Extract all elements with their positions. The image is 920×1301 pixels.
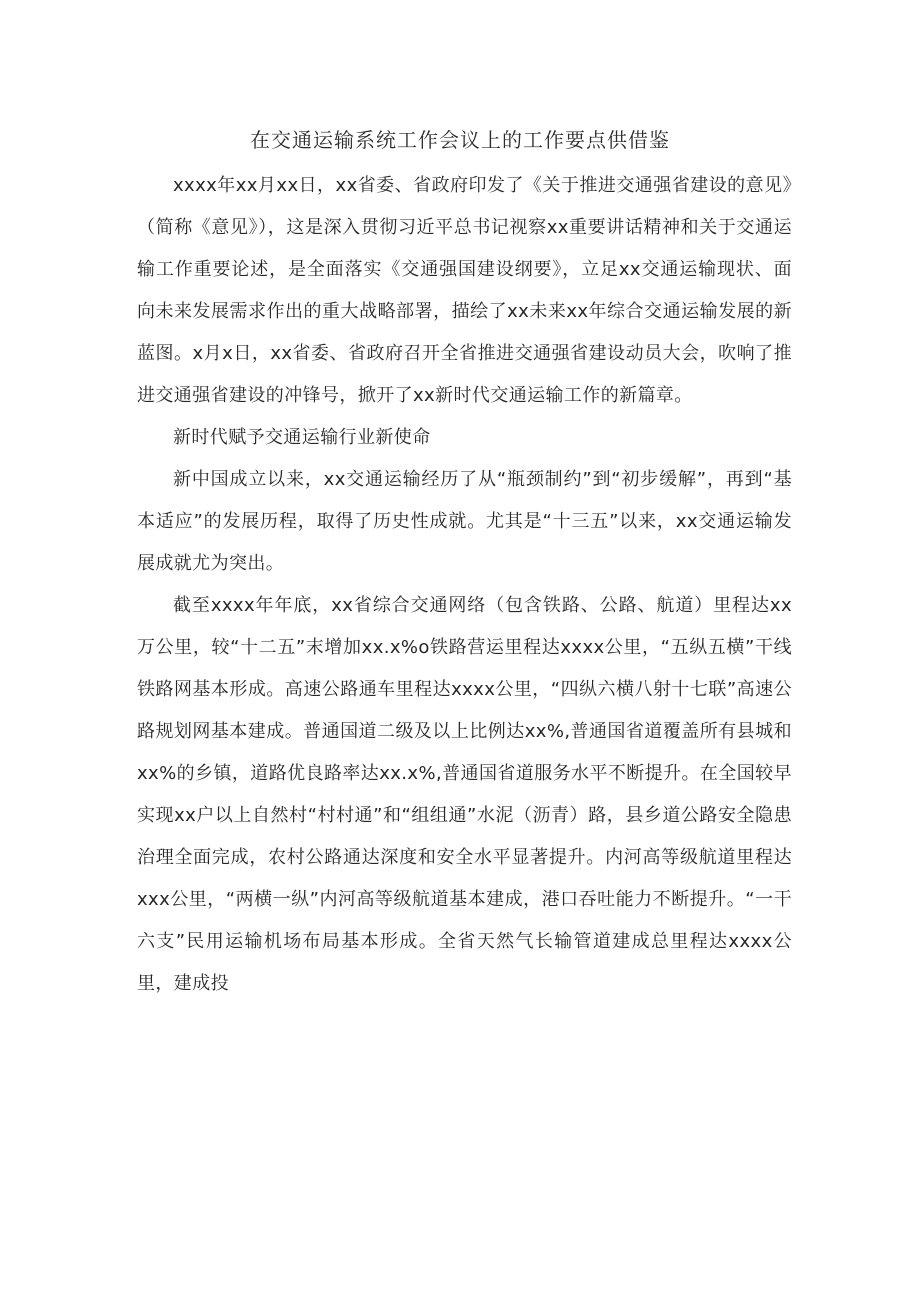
paragraph-intro: xxxx年xx月xx日，xx省委、省政府印发了《关于推进交通强省建设的意见》（简称《意见》），这是深入贯彻习近平总书记视察xx重要讲话精神和关于交通运输工作重要论述，是全面落实《交通强国建设纲要》，立足xx交通运输现状、面向未来发展需求作出的重大战略部署，描绘了xx未来xx年综合交通运输发展的新蓝图。x月x日，xx省委、省政府召开全省推进交通强省建设动员大会，吹响了推进交通强省建设的冲锋号，掀开了xx新时代交通运输工作的新篇章。 [137, 175, 792, 406]
paragraph-history: 新中国成立以来，xx交通运输经历了从“瓶颈制约”到“初步缓解”，再到“基本适应”的发展历程，取得了历史性成就。尤其是“十三五”以来，xx交通运输发展成就尤为突出。 [137, 469, 792, 574]
document-title: 在交通运输系统工作会议上的工作要点供借鉴 [250, 128, 670, 152]
paragraph-achievements: 截至xxxx年年底，xx省综合交通网络（包含铁路、公路、航道）里程达xx万公里，较“十二五”末增加xx.x%o铁路营运里程达xxxx公里，“五纵五横”干线铁路网基本形成。高速公路通车里程达xxxx公里，“四纵六横八射十七联”高速公路规划网基本建成。普通国道二级及以上比例达xx%,普通国省道覆盖所有县城和xx%的乡镇，道路优良路率达xx.x%,普通国省道服务水平不断提升。在全国较早实现xx户以上自然村“村村通”和“组组通”水泥（沥青）路，县乡道公路安全隐患治理全面完成，农村公路通达深度和安全水平显著提升。内河高等级航道里程达xxx公里，“两横一纵”内河高等级航道基本建成，港口吞吐能力不断提升。“一干六支”民用运输机场布局基本形成。全省天然气长输管道建成总里程达xxxx公里，建成投 [137, 595, 792, 994]
document-body [137, 165, 792, 1005]
section-heading: 新时代赋予交通运输行业新使命 [173, 427, 431, 448]
